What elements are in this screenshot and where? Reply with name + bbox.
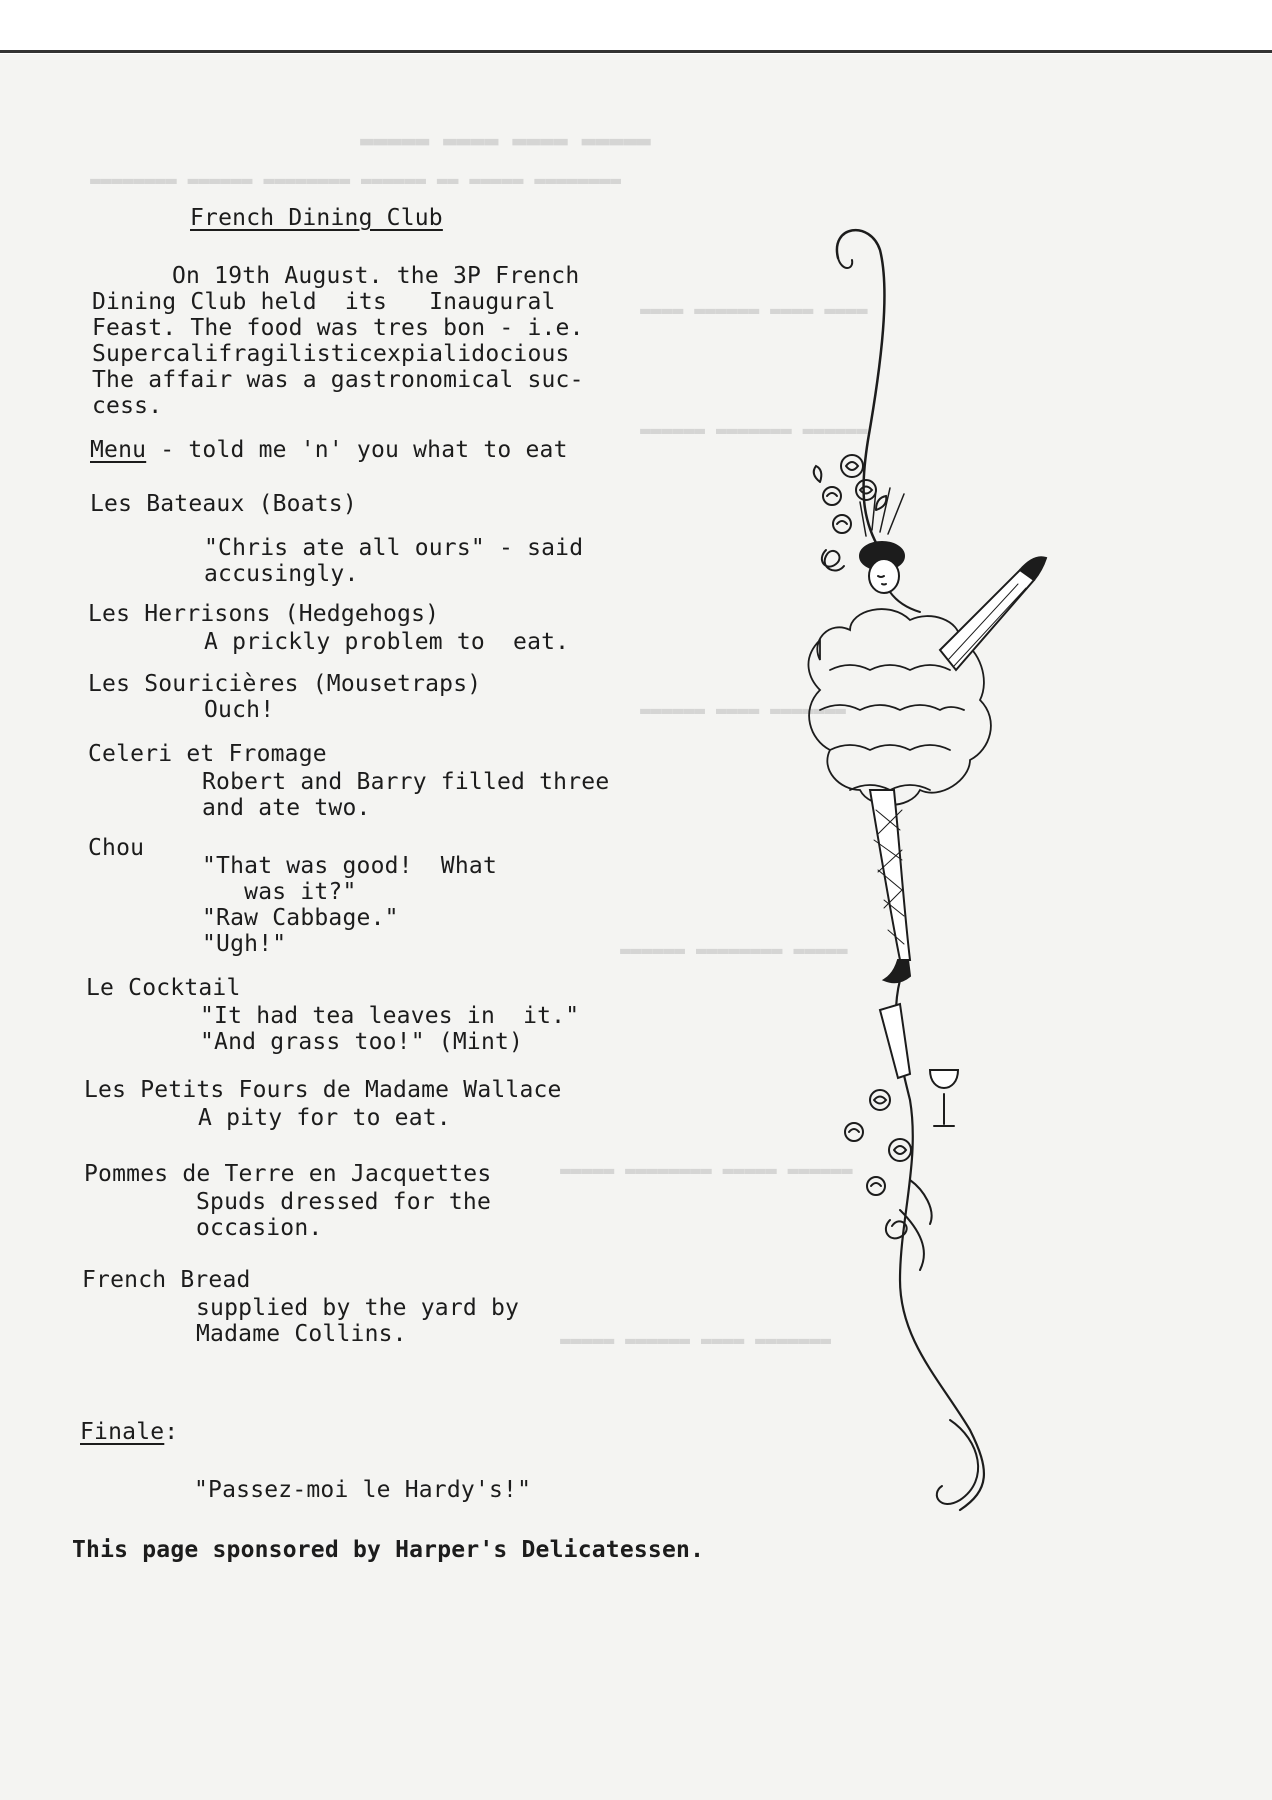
- course-name: French Bread: [82, 1267, 251, 1293]
- finale-heading: [80, 1418, 178, 1446]
- show-through-text: ▬▬▬▬▬ ▬▬▬▬▬▬▬▬ ▬▬▬▬▬▬: [620, 940, 848, 961]
- course-note: supplied by the yard by: [196, 1295, 520, 1321]
- cancan-dancer-illustration: [790, 220, 1130, 1520]
- show-through-text: ▬▬▬▬ ▬▬▬▬ ▬▬▬▬▬▬ ▬▬▬▬: [640, 300, 868, 321]
- course-note: was it?": [202, 879, 357, 905]
- sponsor-line: This page sponsored by Harper's Delicatessen.: [72, 1537, 705, 1563]
- finale-colon: :: [164, 1419, 179, 1445]
- course-name: Les Souricières (Mousetraps): [88, 671, 482, 697]
- intro-line: Supercalifragilisticexpialidocious: [92, 341, 570, 367]
- course-note: and ate two.: [202, 795, 371, 821]
- course-note: Madame Collins.: [196, 1321, 407, 1347]
- course-note: "It had tea leaves in it.": [200, 1003, 580, 1029]
- lower-stem: [896, 980, 984, 1510]
- course-note: "That was good! What: [202, 853, 497, 879]
- course-name: Les Bateaux (Boats): [90, 491, 357, 517]
- course-note: "Raw Cabbage.": [202, 905, 399, 931]
- intro-line: On 19th August. the 3P French: [172, 263, 580, 289]
- champagne-glasses: [880, 1004, 958, 1126]
- rose-cluster-lower: [845, 1090, 932, 1270]
- course-name: Les Herrisons (Hedgehogs): [88, 601, 440, 627]
- course-note: Ouch!: [204, 697, 275, 723]
- menu-tagline: - told me 'n' you what to eat: [146, 437, 568, 463]
- course-note: "Ugh!": [202, 931, 287, 957]
- course-note: "Chris ate all ours" - said: [204, 535, 584, 561]
- top-edge-line: [0, 50, 1272, 53]
- page-title: French Dining Club: [190, 205, 443, 231]
- course-name: Le Cocktail: [86, 975, 241, 1001]
- intro-line: Feast. The food was tres bon - i.e.: [92, 315, 584, 341]
- intro-line: cess.: [92, 393, 163, 419]
- show-through-text: ▬▬▬▬▬▬ ▬▬▬▬▬▬▬ ▬▬▬▬▬▬: [640, 420, 868, 441]
- course-note: A prickly problem to eat.: [204, 629, 570, 655]
- intro-line: Dining Club held its Inaugural: [92, 289, 556, 315]
- show-through-text: ▬▬▬▬▬▬▬▬ ▬▬▬▬▬ ▬▬ ▬▬▬▬▬▬ ▬▬▬▬▬▬▬▬ ▬▬▬▬▬▬ ▬▬▬▬▬▬▬▬: [90, 170, 622, 191]
- show-through-text: ▬▬▬▬▬ ▬▬▬▬ ▬▬▬▬ ▬▬▬▬▬: [360, 128, 651, 154]
- standing-leg: [870, 790, 910, 982]
- show-through-text: ▬▬▬▬▬▬▬ ▬▬▬▬ ▬▬▬▬▬▬: [640, 700, 846, 721]
- course-name: Celeri et Fromage: [88, 741, 327, 767]
- course-note: accusingly.: [204, 561, 359, 587]
- course-note: occasion.: [196, 1215, 323, 1241]
- course-name: Pommes de Terre en Jacquettes: [84, 1161, 492, 1187]
- menu-label: Menu: [90, 437, 147, 463]
- intro-line: The affair was a gastronomical suc-: [92, 367, 584, 393]
- menu-heading: [90, 436, 568, 464]
- course-note: Spuds dressed for the: [196, 1189, 491, 1215]
- show-through-text: ▬▬▬▬▬▬▬ ▬▬▬▬ ▬▬▬▬▬▬ ▬▬▬▬▬: [560, 1330, 831, 1351]
- finale-quote: "Passez-moi le Hardy's!": [194, 1477, 532, 1503]
- course-name: Chou: [88, 835, 145, 861]
- dancer-head: [860, 488, 920, 612]
- course-note: Robert and Barry filled three: [202, 769, 610, 795]
- raised-leg: [940, 557, 1046, 670]
- course-note: A pity for to eat.: [198, 1105, 451, 1131]
- finale-label: Finale: [80, 1419, 165, 1445]
- show-through-text: ▬▬▬▬▬▬ ▬▬▬▬▬ ▬▬▬▬▬▬▬▬ ▬▬▬▬▬: [560, 1160, 853, 1181]
- course-name: Les Petits Fours de Madame Wallace: [84, 1077, 562, 1103]
- course-note: "And grass too!" (Mint): [200, 1029, 524, 1055]
